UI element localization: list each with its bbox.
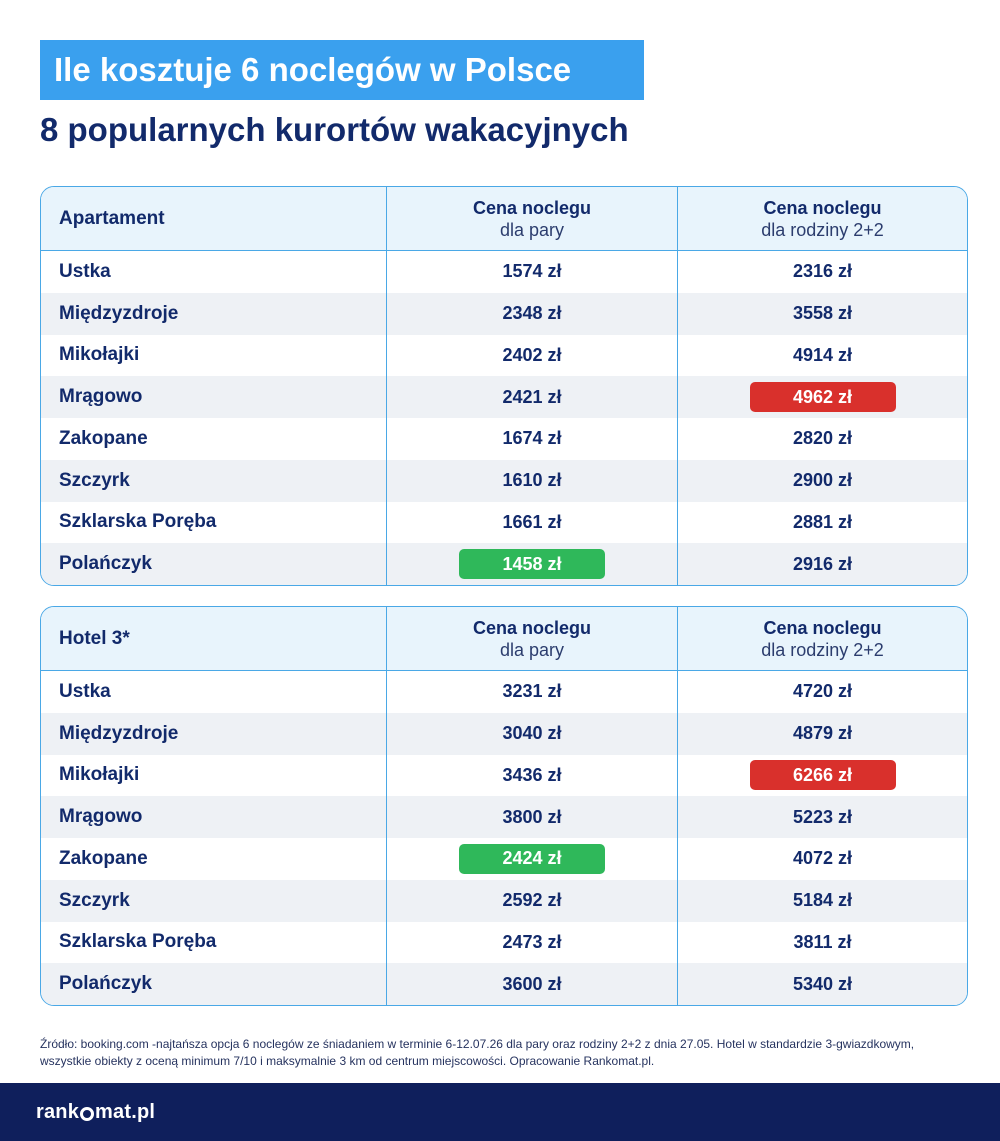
price-family-value: 4072 zł [792, 848, 853, 869]
city-name: Szczyrk [41, 460, 387, 502]
price-pair-cell [387, 543, 678, 585]
price-pair-cell [387, 713, 678, 755]
price-pair-value: 3231 zł [502, 681, 562, 702]
city-name: Szklarska Poręba [41, 502, 387, 544]
category-header: Hotel 3* [41, 607, 387, 670]
city-name: Szczyrk [41, 880, 387, 922]
city-name: Mikołajki [41, 335, 387, 377]
logo-text-suffix: mat.pl [95, 1100, 156, 1123]
table-row [41, 963, 967, 1005]
table-row [41, 376, 967, 418]
price-family-cell [678, 963, 967, 1005]
price-family-cell [678, 796, 967, 838]
page-title: Ile kosztuje 6 noclegów w Polsce [40, 40, 644, 100]
price-pair-cell [387, 963, 678, 1005]
price-pair-cell [387, 755, 678, 797]
price-pair-cell [387, 460, 678, 502]
logo-text-prefix: rank [36, 1100, 80, 1123]
price-family-cell [678, 713, 967, 755]
category-header: Apartament [41, 187, 387, 250]
city-name: Międzyzdroje [41, 293, 387, 335]
table-body [41, 251, 967, 585]
price-family-cell [678, 376, 967, 418]
city-name: Polańczyk [41, 963, 387, 1005]
price-family-cell [678, 418, 967, 460]
price-family-value: 4879 zł [792, 723, 853, 744]
price-family-cell [678, 460, 967, 502]
highest-price-badge: 4962 zł [750, 382, 896, 412]
price-pair-cell [387, 502, 678, 544]
column-header-family [678, 187, 967, 250]
price-family-cell [678, 543, 967, 585]
price-family-cell [678, 335, 967, 377]
price-pair-cell [387, 418, 678, 460]
price-family-value: 2881 zł [792, 511, 853, 532]
price-family-value: 2916 zł [792, 553, 853, 574]
table-row [41, 796, 967, 838]
table-row [41, 293, 967, 335]
table-row [41, 251, 967, 293]
price-family-cell [678, 922, 967, 964]
table-row [41, 335, 967, 377]
city-name: Ustka [41, 671, 387, 713]
city-name: Mrągowo [41, 376, 387, 418]
price-family-cell [678, 755, 967, 797]
city-name: Polańczyk [41, 543, 387, 585]
price-family-cell [678, 880, 967, 922]
hotel-price-table [40, 606, 968, 1006]
city-name: Mikołajki [41, 755, 387, 797]
price-pair-value: 1674 zł [502, 428, 562, 449]
table-row [41, 713, 967, 755]
price-pair-cell [387, 671, 678, 713]
table-row [41, 755, 967, 797]
table-row [41, 418, 967, 460]
price-pair-value: 1661 zł [502, 511, 562, 532]
price-pair-value: 3600 zł [502, 973, 562, 994]
price-pair-cell [387, 335, 678, 377]
price-pair-cell [387, 796, 678, 838]
column-header-line1: Cena noclegu [763, 197, 882, 218]
price-pair-cell [387, 293, 678, 335]
footer-bar [0, 1083, 1000, 1141]
page-subtitle: 8 popularnych kurortów wakacyjnych [40, 111, 629, 148]
column-header-line1: Cena noclegu [472, 197, 592, 218]
price-family-value: 5184 zł [792, 890, 853, 911]
table-row [41, 671, 967, 713]
price-family-value: 3558 zł [792, 303, 853, 324]
price-pair-value: 1610 zł [502, 470, 562, 491]
price-pair-value: 2402 zł [502, 344, 562, 365]
price-family-value: 2900 zł [792, 470, 853, 491]
price-family-cell [678, 293, 967, 335]
price-pair-value: 2421 zł [502, 386, 562, 407]
price-family-cell [678, 502, 967, 544]
price-pair-cell [387, 376, 678, 418]
city-name: Zakopane [41, 418, 387, 460]
table-row [41, 502, 967, 544]
table-header [41, 187, 967, 251]
price-pair-value: 2592 zł [502, 890, 562, 911]
table-row [41, 543, 967, 585]
price-pair-value: 1574 zł [502, 261, 562, 282]
rankomat-logo[interactable] [36, 1101, 155, 1124]
table-row [41, 880, 967, 922]
price-family-value: 5223 zł [792, 806, 853, 827]
price-pair-cell [387, 251, 678, 293]
price-family-cell [678, 838, 967, 880]
apartment-price-table [40, 186, 968, 586]
source-note: Źródło: booking.com -najtańsza opcja 6 noclegów ze śniadaniem w terminie 6-12.07.26 dla pary oraz rodziny 2+2 z dnia 27.05. Hotel w standardzie 3-gwiazdkowym, wszystkie obiekty z oceną minimum 7/10 i maksymalnie 3 km od centrum miejscowości. Opracowanie Rankomat.pl. [40, 1037, 915, 1068]
column-header-line1: Cena noclegu [472, 617, 592, 638]
table-body [41, 671, 967, 1005]
city-name: Mrągowo [41, 796, 387, 838]
column-header-pair [387, 187, 678, 250]
price-family-value: 5340 zł [792, 973, 853, 994]
column-header-line1: Cena noclegu [763, 617, 882, 638]
price-family-value: 4720 zł [792, 681, 853, 702]
table-row [41, 922, 967, 964]
lowest-price-badge: 1458 zł [459, 549, 605, 579]
price-pair-cell [387, 922, 678, 964]
city-name: Międzyzdroje [41, 713, 387, 755]
table-row [41, 460, 967, 502]
price-pair-value: 3800 zł [502, 806, 562, 827]
city-name: Szklarska Poręba [41, 922, 387, 964]
price-family-value: 2820 zł [792, 428, 853, 449]
price-pair-value: 3436 zł [502, 764, 562, 785]
table-header [41, 607, 967, 671]
column-header-family [678, 607, 967, 670]
price-family-value: 4914 zł [792, 344, 853, 365]
column-header-line2: dla pary [499, 639, 565, 660]
price-pair-value: 2348 zł [502, 303, 562, 324]
lowest-price-badge: 2424 zł [459, 844, 605, 874]
price-family-value: 3811 zł [793, 931, 852, 952]
city-name: Zakopane [41, 838, 387, 880]
price-pair-cell [387, 880, 678, 922]
table-row [41, 838, 967, 880]
price-pair-value: 2473 zł [502, 931, 562, 952]
city-name: Ustka [41, 251, 387, 293]
circle-o-icon [80, 1107, 94, 1121]
price-pair-value: 3040 zł [502, 723, 562, 744]
price-pair-cell [387, 838, 678, 880]
price-family-cell [678, 671, 967, 713]
price-family-cell [678, 251, 967, 293]
column-header-pair [387, 607, 678, 670]
column-header-line2: dla pary [499, 219, 565, 240]
column-header-line2: dla rodziny 2+2 [761, 219, 884, 240]
column-header-line2: dla rodziny 2+2 [761, 639, 884, 660]
price-family-value: 2316 zł [792, 261, 853, 282]
highest-price-badge: 6266 zł [750, 760, 896, 790]
